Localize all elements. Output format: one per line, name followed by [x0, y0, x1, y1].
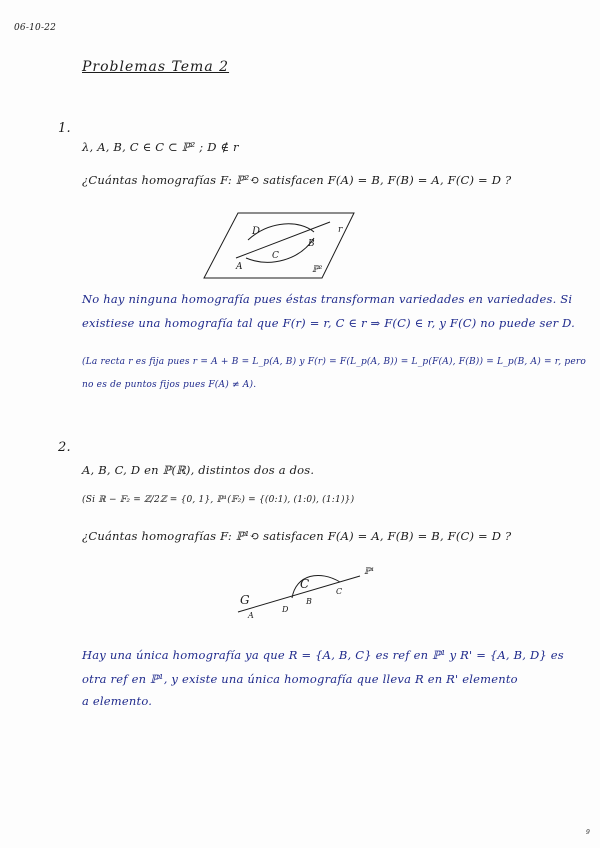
problem-1-question: ¿Cuántas homografías F: ℙ²⟲ satisfacen F(A) = B, F(B) = A, F(C) = D ?: [82, 173, 512, 187]
problem-2-hint: (Si ℝ − 𝔽₂ = ℤ/2ℤ = {0, 1}, ℙ¹(𝔽₂) = {(0:1), (1:0), (1:1)}): [82, 495, 355, 505]
fig1-label-B: B: [308, 239, 315, 249]
problem-1-number: 1.: [58, 121, 71, 136]
problem-2-statement: A, B, C, D en ℙ(ℝ), distintos dos a dos.: [82, 463, 315, 477]
fig1-label-A: A: [236, 262, 243, 272]
date-label: 06-10-22: [14, 23, 57, 33]
fig1-label-space: ℙ²: [312, 265, 323, 275]
page-title: Problemas Tema 2: [82, 59, 230, 75]
projective-plane-outline: [204, 213, 354, 278]
problem-1-note-line-2: no es de puntos fijos pues F(A) ≠ A).: [82, 380, 257, 390]
fig2-label-B: B: [306, 597, 312, 606]
problem-1-statement: λ, A, B, C ∈ C ⊂ ℙ² ; D ∉ r: [82, 140, 239, 154]
page-number: 9: [586, 829, 591, 836]
problem-2-question: ¿Cuántas homografías F: ℙ¹⟲ satisfacen F(A) = A, F(B) = B, F(C) = D ?: [82, 529, 512, 543]
problem-1-note-line-1: (La recta r es fija pues r = A + B = L_p(A, B) y F(r) = F(L_p(A, B)) = L_p(F(A), F(B)) = L_p(B, A) = r, pero: [82, 357, 587, 367]
problem-2-answer-line-2: otra ref en ℙ¹, y existe una única homografía que lleva R en R' elemento: [82, 672, 518, 686]
fig1-label-D: D: [252, 226, 261, 237]
fig2-label-C: C: [336, 587, 343, 596]
problem-1-answer-line-1: No hay ninguna homografía pues éstas transforman variedades en variedades. Si: [82, 292, 573, 306]
problem-1-answer-line-2: existiese una homografía tal que F(r) = r, C ∈ r ⇒ F(C) ∈ r, y F(C) no puede ser D.: [82, 316, 576, 330]
fig1-label-C: C: [272, 251, 279, 261]
fig2-label-G: G: [240, 593, 250, 607]
problem-2-answer-line-3: a elemento.: [82, 694, 153, 708]
problem-2-number: 2.: [58, 440, 71, 455]
problem-1-plane-figure: [200, 208, 360, 286]
fig2-label-C-circled: C: [300, 577, 310, 591]
fig2-label-A: A: [248, 611, 254, 620]
problem-2-line-figure: [228, 560, 378, 620]
line-r: [236, 222, 330, 258]
problem-2-answer-line-1: Hay una única homografía ya que R = {A, B, C} es ref en ℙ¹ y R' = {A, B, D} es: [82, 648, 564, 662]
fig2-label-D: D: [282, 605, 289, 614]
fig2-label-space: ℙ¹: [364, 567, 375, 577]
fig1-label-r: r: [338, 225, 343, 235]
